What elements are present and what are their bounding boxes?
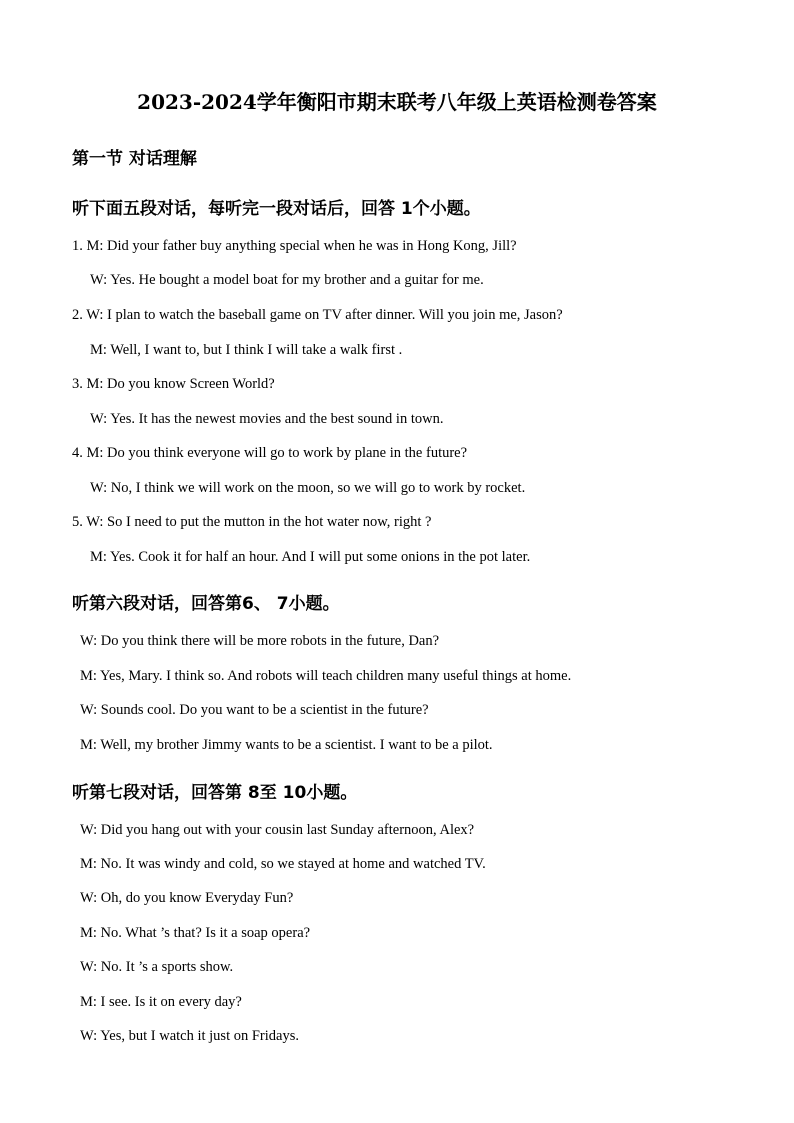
dialogue-line: W: Sounds cool. Do you want to be a scientist in the future?	[80, 702, 429, 718]
dialogue-line: M: No. It was windy and cold, so we stayed at home and watched TV.	[80, 856, 486, 872]
dialogue-line: M: Well, I want to, but I think I will take a walk first .	[90, 342, 403, 358]
instruction-heading-3: 听第七段对话，回答第 8至 10小题。	[72, 783, 358, 803]
instruction-heading-1: 听下面五段对话，每听完一段对话后，回答 1个小题。	[72, 199, 481, 219]
dialogue-line: M: I see. Is it on every day?	[80, 994, 242, 1010]
section-heading: 第一节 对话理解	[72, 149, 197, 169]
instruction-heading-2: 听第六段对话，回答第6、 7小题。	[72, 594, 340, 614]
dialogue-line: M: Yes, Mary. I think so. And robots will teach children many useful things at home.	[80, 668, 572, 684]
dialogue-line: 3. M: Do you know Screen World?	[72, 376, 275, 392]
dialogue-line: 1. M: Did your father buy anything special when he was in Hong Kong, Jill?	[72, 238, 517, 254]
dialogue-line: W: Did you hang out with your cousin last Sunday afternoon, Alex?	[80, 822, 475, 838]
dialogue-line: W: Do you think there will be more robots in the future, Dan?	[80, 633, 440, 649]
dialogue-line: 4. M: Do you think everyone will go to work by plane in the future?	[72, 445, 468, 461]
dialogue-line: W: Yes. It has the newest movies and the best sound in town.	[90, 411, 444, 427]
dialogue-line: M: No. What ’s that? Is it a soap opera?	[80, 925, 311, 941]
document-title: 2023-2024学年衡阳市期末联考八年级上英语检测卷答案	[137, 90, 657, 114]
dialogue-line: W: Yes, but I watch it just on Fridays.	[80, 1028, 299, 1044]
dialogue-line: W: No. It ’s a sports show.	[80, 959, 234, 975]
dialogue-line: 2. W: I plan to watch the baseball game on TV after dinner. Will you join me, Jason?	[72, 307, 563, 323]
dialogue-line: W: Oh, do you know Everyday Fun?	[80, 890, 294, 906]
dialogue-line: M: Well, my brother Jimmy wants to be a scientist. I want to be a pilot.	[80, 737, 493, 753]
dialogue-line: W: Yes. He bought a model boat for my brother and a guitar for me.	[90, 272, 484, 288]
dialogue-line: W: No, I think we will work on the moon, so we will go to work by rocket.	[90, 480, 526, 496]
dialogue-line: 5. W: So I need to put the mutton in the hot water now, right ?	[72, 514, 432, 530]
dialogue-line: M: Yes. Cook it for half an hour. And I will put some onions in the pot later.	[90, 549, 531, 565]
